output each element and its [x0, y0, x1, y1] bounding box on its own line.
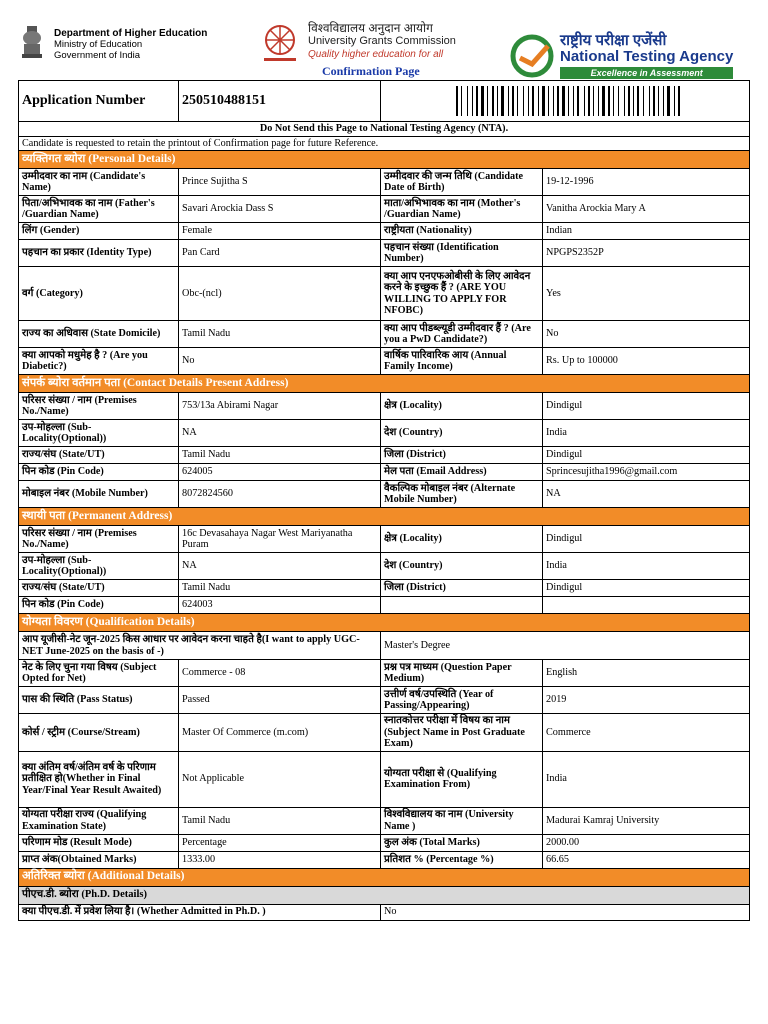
application-number-row: [19, 81, 750, 122]
national-emblem-icon: [18, 24, 46, 64]
field-label: माता/अभिभावक का नाम (Mother's /Guardian Name): [381, 196, 543, 223]
barcode-bar: [517, 86, 518, 116]
barcode-bar: [618, 86, 619, 116]
field-value: Female: [179, 223, 381, 240]
barcode-bar: [535, 86, 537, 116]
barcode-bar: [671, 86, 673, 116]
barcode-bar: [598, 86, 599, 116]
field-label: स्नातकोत्तर परीक्षा में विषय का नाम (Subject Name in Post Graduate Exam): [381, 714, 543, 752]
barcode-bar: [573, 86, 574, 116]
field-value: Tamil Nadu: [179, 447, 381, 464]
field-label: वर्ग (Category): [19, 267, 179, 321]
barcode-bar: [643, 86, 644, 116]
page-title: Confirmation Page: [322, 64, 420, 78]
moe-line2: Ministry of Education: [54, 39, 143, 50]
barcode-bar: [481, 86, 484, 116]
field-label: योग्यता परीक्षा राज्य (Qualifying Examination State): [19, 807, 179, 834]
field-value: Obc-(ncl): [179, 267, 381, 321]
field-value: Tamil Nadu: [179, 807, 381, 834]
field-label: कोर्स / स्ट्रीम (Course/Stream): [19, 714, 179, 752]
personal-details: [19, 169, 750, 375]
field-value: NA: [543, 481, 750, 508]
application-number-value: 250510488151: [179, 81, 381, 122]
barcode-bar: [515, 86, 516, 116]
barcode-bar: [658, 86, 659, 116]
qualification-details: [19, 660, 750, 869]
field-value: Pan Card: [179, 240, 381, 267]
field-label: उप-मोहल्ला (Sub-Locality(Optional)): [19, 420, 179, 447]
barcode-bar: [628, 86, 630, 116]
ugc-block: [258, 22, 456, 68]
barcode-bar: [676, 86, 677, 116]
barcode-bar: [485, 86, 486, 116]
field-label: [381, 597, 543, 614]
barcode-bar: [540, 86, 541, 116]
ugc-hindi-name: विश्वविद्यालय अनुदान आयोग: [308, 21, 433, 35]
barcode-bar: [528, 86, 529, 116]
section-qualification-title: योग्यता विवरण (Qualification Details): [19, 614, 750, 632]
field-label: देश (Country): [381, 553, 543, 580]
barcode-bar: [649, 86, 650, 116]
barcode-bar: [461, 86, 462, 116]
barcode-bar: [611, 86, 612, 116]
barcode-bar: [469, 86, 471, 116]
contact-row: [19, 481, 750, 508]
phd-admitted-row: [19, 904, 750, 920]
field-value: Passed: [179, 687, 381, 714]
personal-row: [19, 223, 750, 240]
field-label: पहचान संख्या (Identification Number): [381, 240, 543, 267]
barcode-bar: [463, 86, 466, 116]
section-qualification: [19, 614, 750, 632]
section-additional: [19, 868, 750, 886]
field-value: Tamil Nadu: [179, 580, 381, 597]
field-label: प्राप्त अंक(Obtained Marks): [19, 851, 179, 868]
qualification-basis-row: [19, 632, 750, 660]
barcode-bar: [542, 86, 545, 116]
field-value: English: [543, 660, 750, 687]
field-value: India: [543, 751, 750, 807]
personal-row: [19, 240, 750, 267]
field-label: राज्य का अधिवास (State Domicile): [19, 321, 179, 348]
permanent-row: [19, 580, 750, 597]
field-value: India: [543, 420, 750, 447]
barcode-bar: [487, 86, 488, 116]
contact-row: [19, 464, 750, 481]
field-label: जिला (District): [381, 580, 543, 597]
personal-row: [19, 321, 750, 348]
barcode-bar: [595, 86, 597, 116]
field-value: NA: [179, 420, 381, 447]
application-number-label: Application Number: [19, 81, 179, 122]
personal-row: [19, 169, 750, 196]
section-personal: [19, 151, 750, 169]
field-label: पिता/अभिभावक का नाम (Father's /Guardian Name): [19, 196, 179, 223]
field-value: No: [179, 348, 381, 375]
field-value: Dindigul: [543, 526, 750, 553]
barcode-bar: [568, 86, 569, 116]
field-value: 8072824560: [179, 481, 381, 508]
barcode-bar: [615, 86, 617, 116]
field-label: प्रश्न पत्र माध्यम (Question Paper Medium): [381, 660, 543, 687]
permanent-row: [19, 526, 750, 553]
barcode-bar: [593, 86, 594, 116]
field-label: कुल अंक (Total Marks): [381, 834, 543, 851]
barcode-bar: [538, 86, 539, 116]
section-personal-title: व्यक्तिगत ब्योरा (Personal Details): [19, 151, 750, 169]
barcode-image: [456, 86, 746, 116]
field-value: Dindigul: [543, 580, 750, 597]
barcode-bar: [575, 86, 576, 116]
field-value: Tamil Nadu: [179, 321, 381, 348]
barcode-bar: [591, 86, 592, 116]
field-value: Rs. Up to 100000: [543, 348, 750, 375]
field-label: पहचान का प्रकार (Identity Type): [19, 240, 179, 267]
barcode-bar: [602, 86, 605, 116]
personal-row: [19, 348, 750, 375]
field-value: Not Applicable: [179, 751, 381, 807]
field-label: मेल पता (Email Address): [381, 464, 543, 481]
field-value: 624003: [179, 597, 381, 614]
permanent-row: [19, 553, 750, 580]
barcode-bar: [479, 86, 480, 116]
barcode-bar: [523, 86, 524, 116]
barcode-bar: [606, 86, 607, 116]
barcode-bar: [665, 86, 666, 116]
field-value: Vanitha Arockia Mary A: [543, 196, 750, 223]
phd-admitted-value: No: [381, 904, 750, 920]
field-value: Prince Sujitha S: [179, 169, 381, 196]
barcode-bar: [495, 86, 496, 116]
field-label: लिंग (Gender): [19, 223, 179, 240]
nta-english-name: National Testing Agency: [560, 48, 734, 65]
barcode-bar: [660, 86, 662, 116]
ugc-logo-icon: [258, 22, 302, 68]
field-value: 19-12-1996: [543, 169, 750, 196]
field-value: 66.65: [543, 851, 750, 868]
barcode-bar: [525, 86, 527, 116]
field-label: परिसर संख्या / नाम (Premises No./Name): [19, 393, 179, 420]
qualification-row: [19, 807, 750, 834]
field-value: 2000.00: [543, 834, 750, 851]
barcode-bar: [497, 86, 498, 116]
barcode-bar: [557, 86, 559, 116]
field-value: Dindigul: [543, 447, 750, 464]
field-label: उत्तीर्ण वर्ष/उपस्थिति (Year of Passing/Appearing): [381, 687, 543, 714]
contact-details: [19, 393, 750, 508]
barcode-bar: [640, 86, 642, 116]
barcode-bar: [653, 86, 655, 116]
personal-row: [19, 196, 750, 223]
nta-logo-icon: [510, 34, 554, 78]
field-label: क्या आप एनएफओबीसी के लिए आवेदन करने के इच्छुक हैं ? (ARE YOU WILLING TO APPLY FOR NFOBC): [381, 267, 543, 321]
retain-note: Candidate is requested to retain the printout of Confirmation page for future Reference.: [19, 136, 750, 151]
field-label: क्षेत्र (Locality): [381, 526, 543, 553]
barcode-bar: [674, 86, 675, 116]
field-value: No: [543, 321, 750, 348]
qualification-row: [19, 851, 750, 868]
barcode-bar: [499, 86, 500, 116]
field-label: वार्षिक पारिवारिक आय (Annual Family Income): [381, 348, 543, 375]
field-value: Indian: [543, 223, 750, 240]
field-label: राज्य/संघ (State/UT): [19, 447, 179, 464]
contact-row: [19, 447, 750, 464]
barcode-bar: [633, 86, 634, 116]
barcode-bar: [584, 86, 585, 116]
barcode-bar: [459, 86, 460, 116]
barcode-bar: [624, 86, 625, 116]
barcode-bar: [613, 86, 614, 116]
barcode-bar: [637, 86, 639, 116]
barcode-bar: [532, 86, 534, 116]
barcode-bar: [474, 86, 475, 116]
barcode-bar: [667, 86, 670, 116]
nta-hindi-name: राष्ट्रीय परीक्षा एजेंसी: [560, 32, 667, 49]
barcode-bar: [580, 86, 583, 116]
field-label: परिसर संख्या / नाम (Premises No./Name): [19, 526, 179, 553]
field-value: Sprincesujitha1996@gmail.com: [543, 464, 750, 481]
field-label: पास की स्थिति (Pass Status): [19, 687, 179, 714]
barcode-bar: [562, 86, 565, 116]
barcode-bar: [530, 86, 531, 116]
field-label: क्या आप पीडब्ल्यूडी उम्मीदवार हैं ? (Are you a PwD Candidate?): [381, 321, 543, 348]
ugc-english-name: University Grants Commission: [308, 35, 456, 47]
field-value: Savari Arockia Dass S: [179, 196, 381, 223]
barcode-bar: [492, 86, 494, 116]
moe-title: Department of Higher Education: [54, 28, 208, 39]
permanent-row: [19, 597, 750, 614]
section-phd: [19, 886, 750, 904]
notice-row: [19, 122, 750, 137]
barcode-bar: [510, 86, 511, 116]
barcode-bar: [608, 86, 610, 116]
personal-row: [19, 267, 750, 321]
barcode-bar: [631, 86, 632, 116]
permanent-address: [19, 526, 750, 614]
barcode-bar: [663, 86, 664, 116]
barcode-bar: [508, 86, 509, 116]
field-label: देश (Country): [381, 420, 543, 447]
field-value: Commerce: [543, 714, 750, 752]
barcode-bar: [550, 86, 552, 116]
barcode-bar: [620, 86, 623, 116]
barcode-bar: [645, 86, 648, 116]
field-value: Yes: [543, 267, 750, 321]
field-label: वैकल्पिक मोबाइल नंबर (Alternate Mobile Number): [381, 481, 543, 508]
field-label: उम्मीदवार की जन्म तिथि (Candidate Date of Birth): [381, 169, 543, 196]
barcode-bar: [489, 86, 491, 116]
field-value: NPGPS2352P: [543, 240, 750, 267]
section-permanent-title: स्थायी पता (Permanent Address): [19, 508, 750, 526]
section-phd-title: पीएच.डी. ब्योरा (Ph.D. Details): [19, 886, 750, 904]
barcode-bar: [501, 86, 504, 116]
field-label: परिणाम मोड (Result Mode): [19, 834, 179, 851]
do-not-send-notice: Do Not Send this Page to National Testing Agency (NTA).: [19, 122, 750, 137]
field-value: Percentage: [179, 834, 381, 851]
field-value: NA: [179, 553, 381, 580]
section-permanent: [19, 508, 750, 526]
barcode-bar: [553, 86, 554, 116]
barcode-bar: [577, 86, 579, 116]
section-additional-title: अतिरिक्त ब्योरा (Additional Details): [19, 868, 750, 886]
barcode-bar: [548, 86, 549, 116]
field-label: क्षेत्र (Locality): [381, 393, 543, 420]
qualification-basis-value: Master's Degree: [381, 632, 750, 660]
field-label: प्रतिशत % (Percentage %): [381, 851, 543, 868]
barcode-bar: [566, 86, 567, 116]
field-value: Commerce - 08: [179, 660, 381, 687]
qualification-row: [19, 687, 750, 714]
field-value: Dindigul: [543, 393, 750, 420]
field-value: 1333.00: [179, 851, 381, 868]
nta-block: [510, 28, 750, 84]
barcode-bar: [472, 86, 473, 116]
ugc-tagline: Quality higher education for all: [308, 49, 444, 60]
field-label: नेट के लिए चुना गया विषय (Subject Opted for Net): [19, 660, 179, 687]
barcode-bar: [651, 86, 652, 116]
barcode-bar: [467, 86, 468, 116]
section-contact: [19, 375, 750, 393]
field-value: 753/13a Abirami Nagar: [179, 393, 381, 420]
contact-row: [19, 393, 750, 420]
field-label: उप-मोहल्ला (Sub-Locality(Optional)): [19, 553, 179, 580]
qualification-row: [19, 834, 750, 851]
barcode-bar: [600, 86, 601, 116]
field-label: विश्वविद्यालय का नाम (University Name ): [381, 807, 543, 834]
field-label: मोबाइल नंबर (Mobile Number): [19, 481, 179, 508]
barcode-bar: [456, 86, 458, 116]
contact-row: [19, 420, 750, 447]
barcode-bar: [546, 86, 547, 116]
field-value: 16c Devasahaya Nagar West Mariyanatha Puram: [179, 526, 381, 553]
barcode-bar: [512, 86, 514, 116]
barcode-bar: [519, 86, 522, 116]
barcode-bar: [570, 86, 572, 116]
section-contact-title: संपर्क ब्योरा वर्तमान पता (Contact Details Present Address): [19, 375, 750, 393]
barcode-bar: [586, 86, 587, 116]
barcode-bar: [588, 86, 590, 116]
confirmation-table: [18, 80, 750, 921]
nta-tagline: Excellence in Assessment: [560, 67, 733, 79]
qualification-row: [19, 751, 750, 807]
field-value: [543, 597, 750, 614]
field-label: जिला (District): [381, 447, 543, 464]
field-label: उम्मीदवार का नाम (Candidate's Name): [19, 169, 179, 196]
field-value: India: [543, 553, 750, 580]
phd-admitted-label: क्या पीएच.डी. में प्रवेश लिया है। (Whether Admitted in Ph.D. ): [19, 904, 381, 920]
field-label: पिन कोड (Pin Code): [19, 597, 179, 614]
barcode-bar: [476, 86, 478, 116]
field-label: राज्य/संघ (State/UT): [19, 580, 179, 597]
barcode-bar: [560, 86, 561, 116]
qualification-row: [19, 660, 750, 687]
barcode-bar: [681, 86, 682, 116]
moe-line3: Government of India: [54, 50, 141, 61]
barcode-bar: [505, 86, 507, 116]
barcode-bar: [678, 86, 680, 116]
field-value: Master Of Commerce (m.com): [179, 714, 381, 752]
field-value: Madurai Kamraj University: [543, 807, 750, 834]
field-label: क्या अंतिम वर्ष/अंतिम वर्ष के परिणाम प्रतीक्षित हो(Whether in Final Year/Final Year Result Awaited): [19, 751, 179, 807]
field-value: 624005: [179, 464, 381, 481]
field-label: पिन कोड (Pin Code): [19, 464, 179, 481]
field-label: क्या आपको मधुमेह है ? (Are you Diabetic?): [19, 348, 179, 375]
field-label: राष्ट्रीयता (Nationality): [381, 223, 543, 240]
retain-note-row: [19, 136, 750, 151]
moe-block: [18, 24, 207, 64]
qualification-basis-label: आप यूजीसी-नेट जून-2025 किस आधार पर आवेदन करना चाहते है(I want to apply UGC-NET June-2025 on the basis of -): [19, 632, 381, 660]
field-value: 2019: [543, 687, 750, 714]
barcode-bar: [555, 86, 556, 116]
qualification-row: [19, 714, 750, 752]
barcode-bar: [635, 86, 636, 116]
field-label: योग्यता परीक्षा से (Qualifying Examination From): [381, 751, 543, 807]
barcode-bar: [656, 86, 657, 116]
barcode-bar: [626, 86, 627, 116]
